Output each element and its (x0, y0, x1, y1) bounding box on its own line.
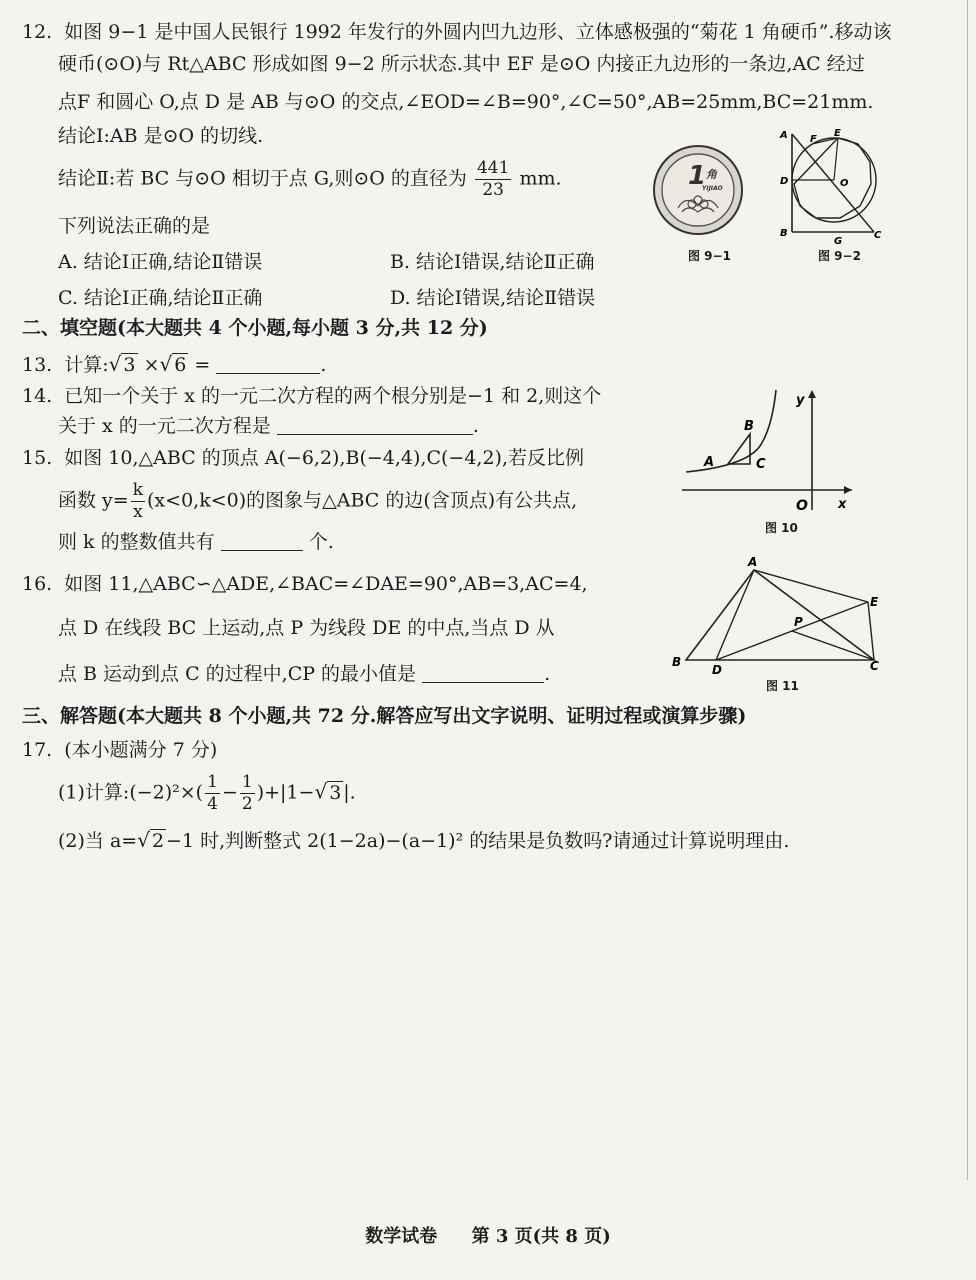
q16-line3 (58, 660, 550, 688)
label-g: G (834, 236, 843, 246)
coin-unit: 角 (706, 168, 717, 181)
radicand: 6 (174, 354, 187, 376)
label-x: x (838, 497, 847, 512)
label-f: F (810, 134, 817, 145)
q12-option-a: A. 结论Ⅰ正确,结论Ⅱ错误 (58, 251, 263, 273)
part2-text: −1 时,判断整式 2(1−2a)−(a−1)² 的结果是负数吗?请通过计算说明理由. (166, 830, 790, 852)
figure-9-1-caption: 图 9−1 (688, 249, 731, 263)
segment-oe (834, 138, 838, 180)
unit-text: mm. (519, 167, 562, 190)
diameter-fraction (475, 160, 511, 199)
q16-line1 (22, 570, 588, 598)
label-b: B (780, 228, 788, 239)
q12-line2: 硬币(⊙O)与 Rt△ABC 形成如图 9−2 所示状态.其中 EF 是⊙O 内接正九边形的一条边,AC 经过 (58, 53, 865, 75)
x-axis-arrow-icon (844, 486, 852, 494)
q12-prompt: 下列说法正确的是 (58, 215, 211, 237)
times-sign: × (143, 354, 160, 376)
fraction-numerator: k (132, 480, 144, 500)
page-footer (0, 1222, 976, 1248)
q12-text1: 如图 9−1 是中国人民银行 1992 年发行的外圆内凹九边形、立体感极强的“菊花 1 角硬币”.移动该 (64, 21, 892, 43)
q12-option-c: C. 结论Ⅰ正确,结论Ⅱ正确 (58, 287, 263, 309)
section-3-heading: 三、解答题(本大题共 8 个小题,共 72 分.解答应写出文字说明、证明过程或演算步骤) (22, 705, 747, 727)
part2-prefix: (2)当 a= (58, 830, 138, 852)
answer-blank[interactable] (221, 530, 303, 551)
q15-line1 (22, 444, 584, 472)
question-number: 14. (22, 385, 53, 407)
k-over-x-fraction (131, 482, 145, 521)
part1-prefix: (1)计算:(−2)²×( (58, 781, 204, 804)
q15-text3-post: 个. (308, 531, 334, 553)
radical-icon: √ (314, 779, 328, 804)
figure-9-2 (770, 126, 890, 246)
segment-ad (716, 570, 754, 660)
q16-line2: 点 D 在线段 BC 上运动,点 P 为线段 DE 的中点,当点 D 从 (58, 617, 555, 639)
answer-blank[interactable] (277, 414, 473, 435)
fraction-denominator: 4 (207, 794, 218, 814)
fraction-numerator: 1 (207, 772, 218, 792)
question-number: 17. (22, 739, 53, 761)
q17-part2 (58, 826, 789, 855)
page-edge-line (967, 0, 968, 1180)
question-number: 15. (22, 447, 53, 469)
label-e: E (834, 128, 841, 139)
figure-11-caption: 图 11 (766, 679, 799, 693)
label-y: y (796, 393, 805, 408)
q15-line3 (58, 528, 334, 556)
label-a: A (748, 556, 758, 569)
q12-conclusion2 (58, 160, 562, 199)
q13-prefix: 计算: (64, 354, 109, 376)
question-number: 16. (22, 573, 53, 595)
q15-line2 (58, 482, 577, 521)
label-e: E (870, 595, 879, 609)
radical-icon: √ (159, 352, 173, 376)
figure-10-caption: 图 10 (765, 521, 798, 535)
fraction-numerator: 1 (241, 772, 253, 792)
q17-score: (本小题满分 7 分) (64, 739, 218, 761)
q16-text1: 如图 11,△ABC∽△ADE,∠BAC=∠DAE=90°,AB=3,AC=4, (64, 573, 588, 595)
label-c: C (874, 230, 882, 241)
label-c: C (756, 457, 766, 472)
radical-icon: √ (108, 352, 122, 376)
q16-text3-pre: 点 B 运动到点 C 的过程中,CP 的最小值是 (58, 663, 417, 685)
minus-sign: − (221, 781, 238, 804)
q14-text1: 已知一个关于 x 的一元二次方程的两个根分别是−1 和 2,则这个 (64, 385, 602, 407)
footer-subject: 数学试卷 (365, 1226, 438, 1247)
label-d: D (712, 663, 722, 676)
figure-9-2-caption: 图 9−2 (818, 249, 861, 263)
period: . (320, 354, 327, 376)
radical-icon: √ (137, 828, 150, 852)
q13 (22, 350, 326, 379)
figure-11 (668, 556, 888, 676)
footer-page-number: 第 3 页(共 8 页) (471, 1226, 611, 1247)
q14-line2 (58, 412, 479, 440)
figure-9-1-coin (652, 138, 748, 242)
q17-header (22, 736, 217, 764)
question-number: 12. (22, 21, 53, 43)
part1-end: |. (343, 781, 356, 804)
segment-ae (754, 570, 868, 602)
part1-middle: )+|1− (256, 781, 315, 804)
label-b: B (744, 419, 754, 434)
label-p: P (794, 615, 803, 629)
q12-line3: 点F 和圆心 O,点 D 是 AB 与⊙O 的交点,∠EOD=∠B=90°,∠C=50°,AB=25mm,BC=21mm. (58, 91, 874, 113)
triangle-abc (728, 434, 750, 464)
answer-blank[interactable] (422, 662, 544, 683)
label-c: C (870, 659, 879, 673)
q15-text3-pre: 则 k 的整数值共有 (58, 531, 215, 553)
radicand: 2 (151, 830, 165, 852)
q17-part1 (58, 774, 356, 813)
fraction-denominator: 2 (241, 794, 253, 814)
triangle-abc (686, 570, 874, 660)
segment-ec (868, 602, 874, 660)
label-a: A (704, 455, 715, 470)
q14-text2: 关于 x 的一元二次方程是 (58, 415, 271, 437)
fraction-one-quarter (205, 774, 220, 813)
fraction-denominator: x (133, 502, 143, 522)
period: . (472, 415, 479, 437)
q15-text1: 如图 10,△ABC 的顶点 A(−6,2),B(−4,4),C(−4,2),若反比例 (64, 447, 585, 469)
figure-10 (676, 384, 860, 516)
fraction-numerator: 441 (476, 158, 510, 178)
answer-blank[interactable] (216, 353, 320, 374)
label-o: O (840, 178, 849, 189)
radicand: 3 (329, 781, 342, 804)
q12-line1 (22, 18, 892, 46)
segment-pc (792, 631, 874, 660)
q12-option-d: D. 结论Ⅰ错误,结论Ⅱ错误 (390, 287, 596, 309)
coin-digit: 1 (688, 161, 707, 191)
q15-text2-pre: 函数 y= (58, 489, 129, 512)
q12-conclusion1: 结论Ⅰ:AB 是⊙O 的切线. (58, 125, 264, 147)
q15-text2-post: (x<0,k<0)的图象与△ABC 的边(含顶点)有公共点, (147, 489, 578, 512)
conclusion2-text: 结论Ⅱ:若 BC 与⊙O 相切于点 G,则⊙O 的直径为 (58, 167, 467, 190)
label-origin: O (796, 498, 808, 514)
question-number: 13. (22, 354, 53, 376)
coin-text: YIJIAO (702, 185, 723, 192)
label-a: A (780, 130, 788, 141)
fraction-one-half (240, 774, 255, 813)
radicand: 3 (123, 354, 136, 376)
fraction-denominator: 23 (482, 180, 504, 200)
y-axis-arrow-icon (808, 390, 816, 398)
label-b: B (672, 655, 682, 669)
equals-sign: = (194, 354, 211, 376)
label-d: D (780, 176, 789, 187)
section-2-heading: 二、填空题(本大题共 4 个小题,每小题 3 分,共 12 分) (22, 317, 488, 339)
q12-option-b: B. 结论Ⅰ错误,结论Ⅱ正确 (390, 251, 595, 273)
period: . (544, 663, 551, 685)
q14-line1 (22, 382, 601, 410)
